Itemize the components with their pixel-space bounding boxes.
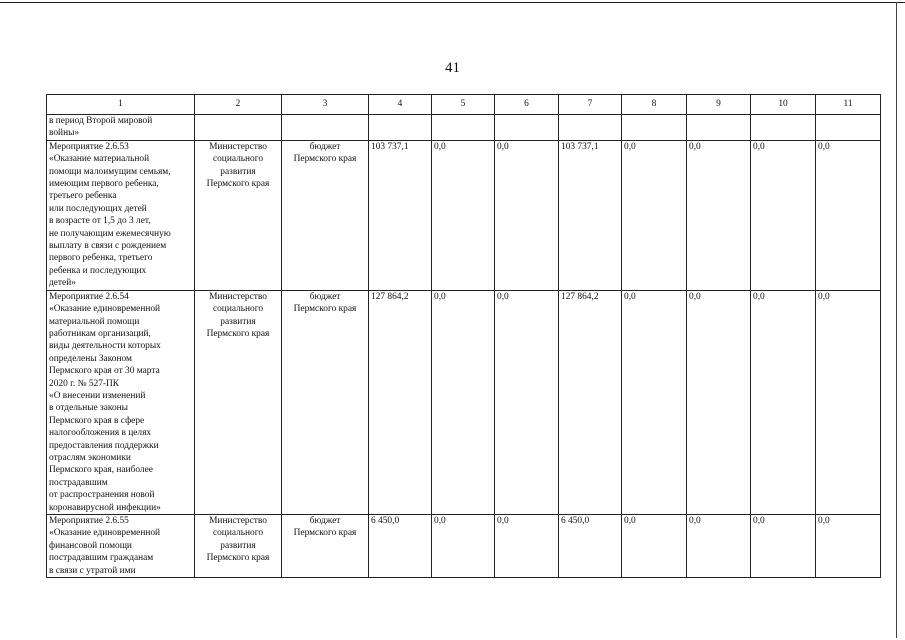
ministry-cell [195, 115, 282, 141]
page-number: 41 [445, 60, 460, 76]
column-header: 10 [751, 95, 816, 115]
column-header: 8 [622, 95, 687, 115]
funding-source-cell: бюджет Пермского края [282, 290, 369, 514]
table-row [47, 290, 881, 514]
value-cell: 0,0 [495, 140, 559, 290]
value-cell: 0,0 [751, 515, 816, 578]
column-header: 9 [687, 95, 751, 115]
value-cell: 0,0 [816, 515, 881, 578]
value-cell [369, 115, 432, 141]
column-header: 6 [495, 95, 559, 115]
table-row [47, 115, 881, 141]
value-cell: 0,0 [622, 515, 687, 578]
value-cell [687, 115, 751, 141]
value-cell: 0,0 [622, 290, 687, 514]
funding-source-cell: бюджет Пермского края [282, 515, 369, 578]
value-cell [816, 115, 881, 141]
value-cell [622, 115, 687, 141]
right-border-line [896, 2, 897, 638]
value-cell: 127 864,2 [369, 290, 432, 514]
value-cell: 103 737,1 [559, 140, 622, 290]
table-row [47, 515, 881, 578]
value-cell: 0,0 [432, 515, 495, 578]
ministry-cell: Министерство социального развития Пермского края [195, 515, 282, 578]
value-cell: 0,0 [622, 140, 687, 290]
ministry-cell: Министерство социального развития Пермского края [195, 290, 282, 514]
value-cell: 0,0 [687, 290, 751, 514]
header-row [47, 95, 881, 115]
value-cell: 0,0 [751, 140, 816, 290]
budget-table [46, 94, 881, 578]
value-cell: 127 864,2 [559, 290, 622, 514]
activity-name-cell: в период Второй мировой войны» [47, 115, 195, 141]
value-cell [559, 115, 622, 141]
column-header: 11 [816, 95, 881, 115]
value-cell: 6 450,0 [369, 515, 432, 578]
value-cell: 0,0 [816, 290, 881, 514]
activity-name-cell: Мероприятие 2.6.53 «Оказание материальной помощи малоимущим семьям, имеющим первого ребенка, третьего ребенка или последующих детей в возрасте от 1,5 до 3 лет, не получающим ежемесячную выплату в связи с рождением первого ребенка, третьего ребенка и последующих детей» [47, 140, 195, 290]
activity-name-cell: Мероприятие 2.6.55 «Оказание единовременной финансовой помощи пострадавшим гражданам в связи с утратой ими [47, 515, 195, 578]
value-cell: 0,0 [495, 515, 559, 578]
value-cell: 0,0 [432, 290, 495, 514]
value-cell: 0,0 [495, 290, 559, 514]
activity-name-cell: Мероприятие 2.6.54 «Оказание единовременной материальной помощи работникам организаций, виды деятельности которых определены Законом Пермского края от 30 марта 2020 г. № 527-ПК «О внесении изменений в отдельные законы Пермского края в сфере налогообложения в целях предоставления поддержки отраслям экономики Пермского края, наиболее пострадавшим от распространения новой коронавирусной инфекции» [47, 290, 195, 514]
ministry-cell: Министерство социального развития Пермского края [195, 140, 282, 290]
column-header: 2 [195, 95, 282, 115]
value-cell: 0,0 [687, 515, 751, 578]
column-header: 7 [559, 95, 622, 115]
value-cell [495, 115, 559, 141]
value-cell: 0,0 [687, 140, 751, 290]
column-header: 3 [282, 95, 369, 115]
table-row [47, 140, 881, 290]
value-cell [751, 115, 816, 141]
value-cell [432, 115, 495, 141]
funding-source-cell: бюджет Пермского края [282, 140, 369, 290]
funding-source-cell [282, 115, 369, 141]
column-header: 4 [369, 95, 432, 115]
value-cell: 0,0 [816, 140, 881, 290]
column-header: 1 [47, 95, 195, 115]
value-cell: 103 737,1 [369, 140, 432, 290]
column-header: 5 [432, 95, 495, 115]
top-border-line [0, 2, 905, 3]
value-cell: 0,0 [432, 140, 495, 290]
value-cell: 6 450,0 [559, 515, 622, 578]
value-cell: 0,0 [751, 290, 816, 514]
